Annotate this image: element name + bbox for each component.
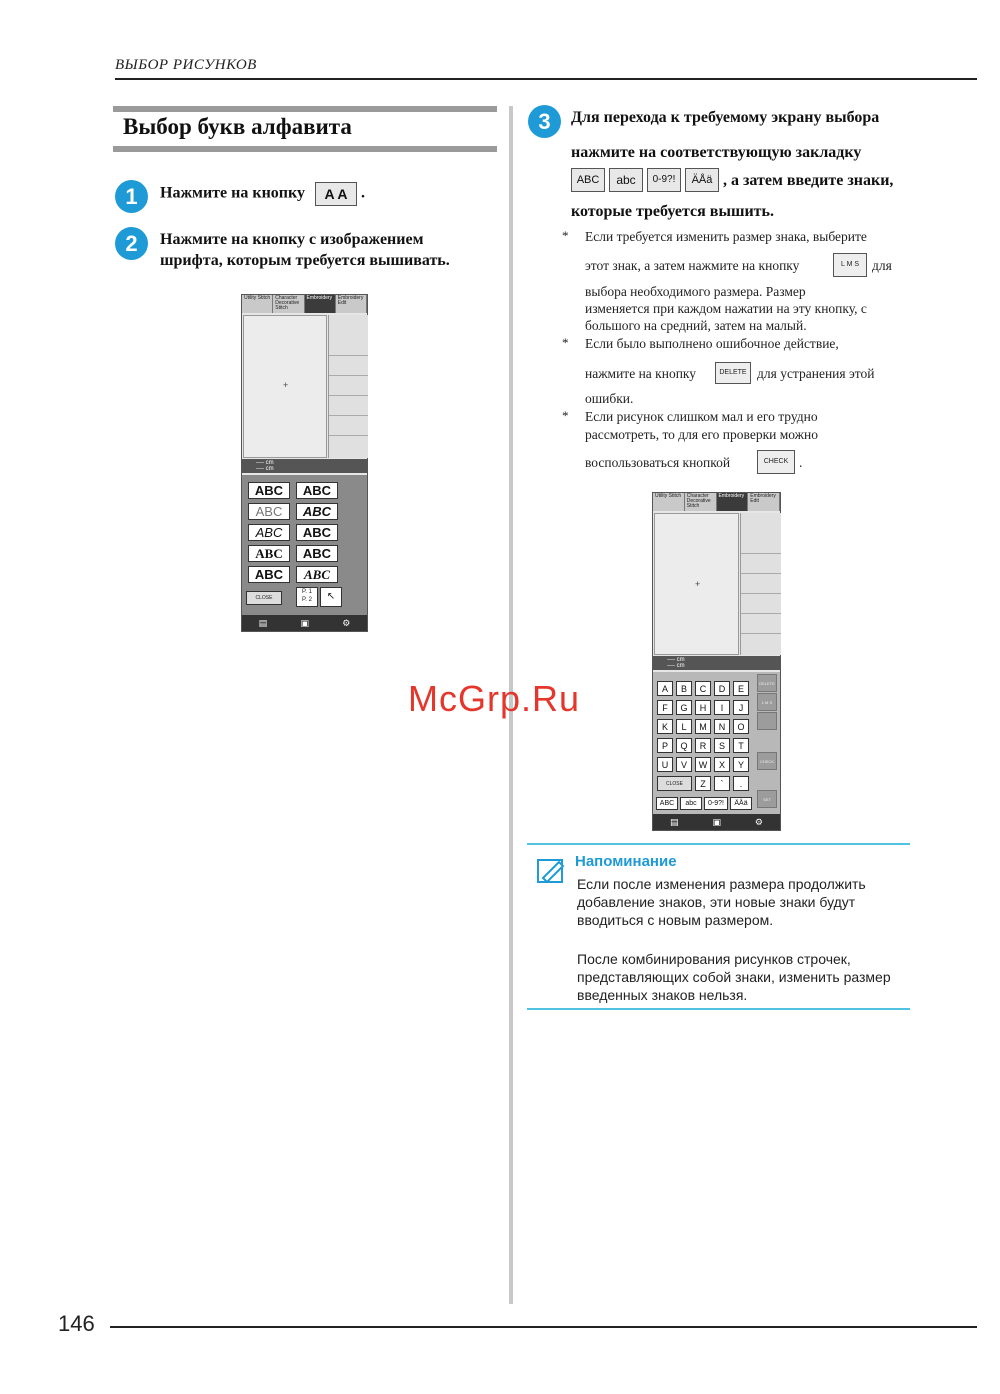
note-1-line-5: большого на средний, затем на малый. (585, 318, 807, 333)
key-c[interactable]: C (695, 681, 711, 696)
key-g[interactable]: G (676, 700, 692, 715)
step-1-label: Нажмите на кнопку (160, 184, 305, 202)
pattern-list (328, 315, 368, 458)
key-s[interactable]: S (714, 738, 730, 753)
note-3-line-3a: воспользоваться кнопкой (585, 455, 731, 470)
key-l[interactable]: L (676, 719, 692, 734)
footer-rule (110, 1326, 977, 1328)
check-button-icon: CHECK (757, 450, 795, 474)
tab-utility-stitch: Utility Stitch (242, 295, 273, 313)
key-apostrophe[interactable]: ` (714, 776, 730, 791)
key-x[interactable]: X (714, 757, 730, 772)
page-number: 146 (58, 1311, 95, 1336)
font-button-1[interactable]: ABC (248, 482, 290, 499)
tip-title: Напоминание (575, 853, 677, 870)
watermark: McGrp.Ru (408, 678, 581, 719)
embroidery-canvas (243, 315, 327, 458)
tab-embroidery-edit: Embroidery Edit (336, 295, 367, 313)
file-icon[interactable]: ▤ (258, 617, 268, 628)
keyboard-close-button[interactable]: CLOSE (657, 776, 692, 791)
font-button-5[interactable]: ABC (248, 524, 290, 541)
tab-character-stitch: Character Decorative Stitch (273, 295, 304, 313)
page-arrow-icon[interactable]: ↖ (320, 587, 342, 607)
tab-lowercase-icon: abc (609, 168, 643, 192)
font-button-4[interactable]: ABC (296, 503, 338, 520)
note-1-line-1: Если требуется изменить размер знака, выберите (585, 229, 867, 244)
tab-accented-icon: ÄÅä (685, 168, 719, 192)
key-f[interactable]: F (657, 700, 673, 715)
key-j[interactable]: J (733, 700, 749, 715)
machine-icon-2[interactable]: ▣ (712, 816, 721, 827)
embroidery-canvas-2 (654, 513, 739, 655)
note-1-line-3: выбора необходимого размера. Размер (585, 284, 806, 299)
step-3-line-2: нажмите на соответствующую закладку (571, 144, 862, 161)
size-readout-2: ---- cm (256, 466, 274, 472)
tab-utility-stitch-2: Utility Stitch (653, 493, 685, 511)
font-button-2[interactable]: ABC (296, 482, 338, 499)
size-readout-4: ---- cm (667, 663, 685, 669)
status-bar-2 (653, 656, 780, 670)
step-3-tab-row (571, 168, 893, 192)
step-1-text (160, 182, 365, 206)
kb-tab-uppercase[interactable]: ABC (656, 797, 678, 810)
screen-2-tabs (653, 493, 780, 511)
key-period[interactable]: . (733, 776, 749, 791)
note-3-line-2: рассмотреть, то для его проверки можно (585, 427, 818, 442)
note-2-line-3: ошибки. (585, 391, 634, 406)
key-a[interactable]: A (657, 681, 673, 696)
note-3-line-3b: . (799, 455, 803, 470)
step-1-number: 1 (115, 180, 148, 213)
note-2-line-1: Если было выполнено ошибочное действие, (585, 336, 839, 351)
settings-icon[interactable]: ⚙ (342, 617, 351, 628)
font-button-8[interactable]: ABC (296, 545, 338, 562)
screen-bottom-bar (242, 615, 367, 631)
tab-numbers-icon: 0-9?! (647, 168, 681, 192)
lms-button[interactable]: L M S (757, 693, 777, 711)
running-header: ВЫБОР РИСУНКОВ (115, 57, 257, 73)
tab-embroidery-2: Embroidery (717, 493, 749, 511)
set-button[interactable]: SET (757, 790, 777, 808)
check-button[interactable]: CHECK (757, 752, 777, 770)
note-2-bullet: * (562, 335, 569, 350)
keyboard-panel (653, 672, 780, 814)
font-select-button[interactable] (757, 712, 777, 730)
note-1-bullet: * (562, 228, 569, 243)
step-2-number: 2 (115, 227, 148, 260)
file-icon-2[interactable]: ▤ (669, 816, 679, 827)
key-z[interactable]: Z (695, 776, 711, 791)
note-1-line-4: изменяется при каждом нажатии на эту кнопку, с (585, 301, 867, 316)
key-b[interactable]: B (676, 681, 692, 696)
page-indicator: P. 1 P. 2 (296, 587, 318, 607)
note-2-line-2b: для устранения этой (757, 366, 875, 381)
lms-button-icon: L M S (833, 253, 867, 277)
status-bar (242, 459, 367, 473)
center-mark-icon-2: + (695, 579, 701, 589)
delete-button[interactable]: DELETE (757, 674, 777, 692)
kb-tab-numbers[interactable]: 0-9?! (704, 797, 728, 810)
key-p[interactable]: P (657, 738, 673, 753)
settings-icon-2[interactable]: ⚙ (754, 816, 763, 827)
font-selection-screen (241, 294, 368, 632)
key-n[interactable]: N (714, 719, 730, 734)
tab-character-stitch-2: Character Decorative Stitch (685, 493, 717, 511)
key-y[interactable]: Y (733, 757, 749, 772)
font-button-9[interactable]: ABC (248, 566, 290, 583)
key-v[interactable]: V (676, 757, 692, 772)
key-t[interactable]: T (733, 738, 749, 753)
section-bar-bottom (113, 146, 497, 152)
key-o[interactable]: O (733, 719, 749, 734)
tab-uppercase-icon: ABC (571, 168, 605, 192)
tip-paragraph-2: После комбинирования рисунков строчек, представляющих собой знаки, изменить размер введенных знаков нельзя. (577, 951, 891, 1003)
key-d[interactable]: D (714, 681, 730, 696)
note-2-line-2a: нажмите на кнопку (585, 366, 697, 381)
key-m[interactable]: M (695, 719, 711, 734)
note-1-line-2b: для (872, 258, 892, 273)
size-readout: ---- cm (256, 460, 274, 466)
key-i[interactable]: I (714, 700, 730, 715)
tip-paragraph-1: Если после изменения размера продолжить добавление знаков, эти новые знаки будут вводиться с новым размером. (577, 876, 866, 928)
step-1-suffix: . (361, 184, 365, 202)
screen-2-bottom-bar (653, 814, 780, 830)
step-3-line-1: Для перехода к требуемому экрану выбора (571, 109, 880, 126)
key-e[interactable]: E (733, 681, 749, 696)
screen-tabs (242, 295, 367, 313)
note-3-bullet: * (562, 408, 569, 423)
delete-button-icon: DELETE (715, 362, 751, 384)
font-button-6[interactable]: ABC (296, 524, 338, 541)
close-button[interactable]: CLOSE (246, 591, 282, 605)
step-2-line-2: шрифта, которым требуется вышивать. (160, 252, 450, 269)
tip-rule-top (527, 843, 910, 845)
font-select-button-icon: A A (315, 182, 357, 206)
font-button-7[interactable]: ABC (248, 545, 290, 562)
step-2-line-1: Нажмите на кнопку с изображением (160, 231, 424, 248)
tip-rule-bottom (527, 1008, 910, 1010)
note-1-line-2a: этот знак, а затем нажмите на кнопку (585, 258, 800, 273)
step-3-number: 3 (528, 105, 561, 138)
note-3-line-1: Если рисунок слишком мал и его трудно (585, 409, 818, 424)
key-k[interactable]: K (657, 719, 673, 734)
font-button-3[interactable]: ABC (248, 503, 290, 520)
kb-tab-accented[interactable]: ÄÅä (730, 797, 752, 810)
center-mark-icon: + (283, 380, 289, 390)
key-u[interactable]: U (657, 757, 673, 772)
section-bar-top (113, 106, 497, 112)
pattern-list-2 (740, 513, 781, 655)
step-2-text (160, 229, 450, 271)
section-title: Выбор букв алфавита (123, 114, 352, 139)
size-readout-3: ---- cm (667, 657, 685, 663)
font-panel (242, 475, 367, 615)
step-3-line-3: , а затем введите знаки, (723, 171, 894, 189)
machine-icon[interactable]: ▣ (300, 617, 309, 628)
header-rule (115, 78, 977, 80)
tab-embroidery: Embroidery (305, 295, 336, 313)
key-h[interactable]: H (695, 700, 711, 715)
keyboard-screen (652, 492, 781, 831)
key-q[interactable]: Q (676, 738, 692, 753)
tab-embroidery-edit-2: Embroidery Edit (748, 493, 780, 511)
kb-tab-lowercase[interactable]: abc (680, 797, 702, 810)
key-w[interactable]: W (695, 757, 711, 772)
memo-icon (535, 856, 567, 886)
step-3-line-4: которые требуется вышить. (571, 203, 774, 220)
key-r[interactable]: R (695, 738, 711, 753)
font-button-10[interactable]: ABC (296, 566, 338, 583)
